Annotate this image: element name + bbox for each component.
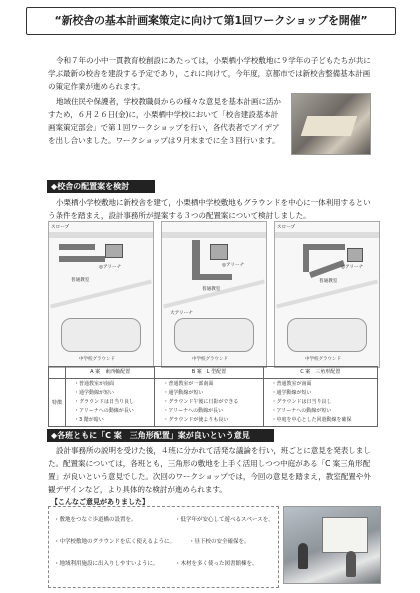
- opinion-item: ・木材を多く使った図書館棟を。: [175, 561, 258, 567]
- label-slope: スロープ: [51, 225, 70, 230]
- opinion-item: ・中学校敷地のグラウンドを広く使えるように。: [54, 539, 176, 545]
- diagram-plan-c: [274, 221, 380, 368]
- page-title: “新校舎の基本計画案策定に向けて第1回ワークショップを開催”: [26, 7, 396, 35]
- intro-paragraph-2: 地域住民や保護者，学校教職員からの様々な意見を基本計画に活かすため，６月２６日(金)に，小栗栖中学校において「校舎建設基本計画案策定部会」で第１回ワークショップを行い，各代表者でアイデアを出し合いました。ワークショップは９月末までに全３回行います。: [48, 97, 281, 145]
- plan-b-header: B 案 L 型配置: [155, 367, 263, 379]
- plan-a-header: A 案 東西軸配置: [66, 367, 155, 379]
- plan-b-feature: ・通学動線が短い: [163, 390, 204, 396]
- opinion-item: ・低学年が安心して遊べるスペースを。: [175, 517, 274, 523]
- diagram-plan-a: [48, 221, 154, 368]
- plan-b-feature: ・普通教室が一部南面: [163, 381, 214, 387]
- intro-paragraph-1: 令和７年の小中一貫教育校創設にあたっては，小栗栖小学校敷地に９学年の子どもたちが共に学ぶ最新の校舎を建設する予定であり，これに向けて，今年度，京都市では新校舎整備基本計画の策定作業が進められます。: [48, 56, 371, 91]
- plan-b-feature: ・グラウンド午後に日影ができる: [163, 399, 239, 405]
- plan-c-feature: ・アリーナへの動線が短い: [271, 408, 332, 414]
- section-heading-opinion: ◆各班ともに「C 案 三角形配置」案が良いという意見: [47, 429, 274, 442]
- label-ground: 中学校グラウンド: [79, 357, 115, 362]
- label-classroom: 普通教室: [319, 279, 338, 284]
- label-ground: 中学校グラウンド: [305, 357, 341, 362]
- plan-a-feature: ・3 階が暗い: [74, 417, 104, 423]
- comparison-table: [48, 366, 378, 427]
- label-slope: スロープ: [277, 225, 296, 230]
- plan-c-header: C 案 三角形配置: [263, 367, 378, 379]
- opinions-title: 【こんなご意見がありました】: [51, 498, 149, 506]
- opinion-item: ・地域利用施設に出入りしやすいように。: [54, 561, 159, 567]
- opinion-item: ・敷地をつなぐ歩道橋の設置を。: [54, 517, 137, 523]
- label-arena: ◎アリーナ: [99, 265, 122, 270]
- plan-c-feature: ・普通教室が南面: [271, 381, 312, 387]
- plan-a-feature: ・アリーナへの動線が長い: [74, 408, 134, 414]
- opinions-box: [48, 506, 279, 588]
- section-heading-layout: ◆校舎の配置案を検討: [47, 180, 155, 193]
- label-classroom: 普通教室: [202, 287, 221, 292]
- label-classroom: 普通教室: [71, 278, 90, 283]
- plan-b-feature: ・グラウンドが使よりも良い: [163, 417, 229, 423]
- features-label: 特徴: [49, 379, 66, 427]
- plan-a-feature: ・通学動線が短い: [74, 390, 115, 396]
- opinion-item: ・昼下校の安全確保を。: [189, 539, 250, 545]
- label-arena: ◎アリーナ: [222, 263, 245, 268]
- workshop-photo: [291, 93, 371, 155]
- section-opinion-body: 設計事務所の説明を受けた後，４班に分かれて活発な議論を行い，班ごとに意見を発表しました。配置案については，各班とも，三角形の敷地を上手く活用しつつ中庭がある「C 案三角形配置」が良いという意見でした。次回のワークショップでは，今回の意見を踏まえ，教室配置や外観デザインなど，より具体的な検討が進められます。: [48, 446, 371, 494]
- label-arena: ◎アリーナ: [341, 265, 364, 270]
- section-layout-body: 小栗栖小学校敷地に新校舎を建て，小栗栖中学校敷地もグラウンドを中心に一体利用するという条件を踏まえ，設計事務所が提案する３つの配置案について検討しました。: [48, 198, 371, 220]
- label-ground: 中学校グラウンド: [192, 357, 228, 362]
- plan-a-feature: ・グラウンドは日当り良し: [74, 399, 135, 405]
- plan-a-feature: ・普通教室が南面: [74, 381, 115, 387]
- layout-diagrams: [48, 221, 378, 366]
- diagram-plan-b: [161, 221, 267, 368]
- plan-c-feature: ・中庭を中心とした回遊動線を確保: [271, 417, 352, 423]
- plan-c-feature: ・通学動線が短い: [271, 390, 312, 396]
- label-big-arena: 大アリーナ: [170, 311, 193, 316]
- plan-c-feature: ・グラウンドは日当り良し: [271, 399, 332, 405]
- plan-b-feature: ・アリーナへの動線が長い: [163, 408, 224, 414]
- presentation-photo: [283, 506, 381, 584]
